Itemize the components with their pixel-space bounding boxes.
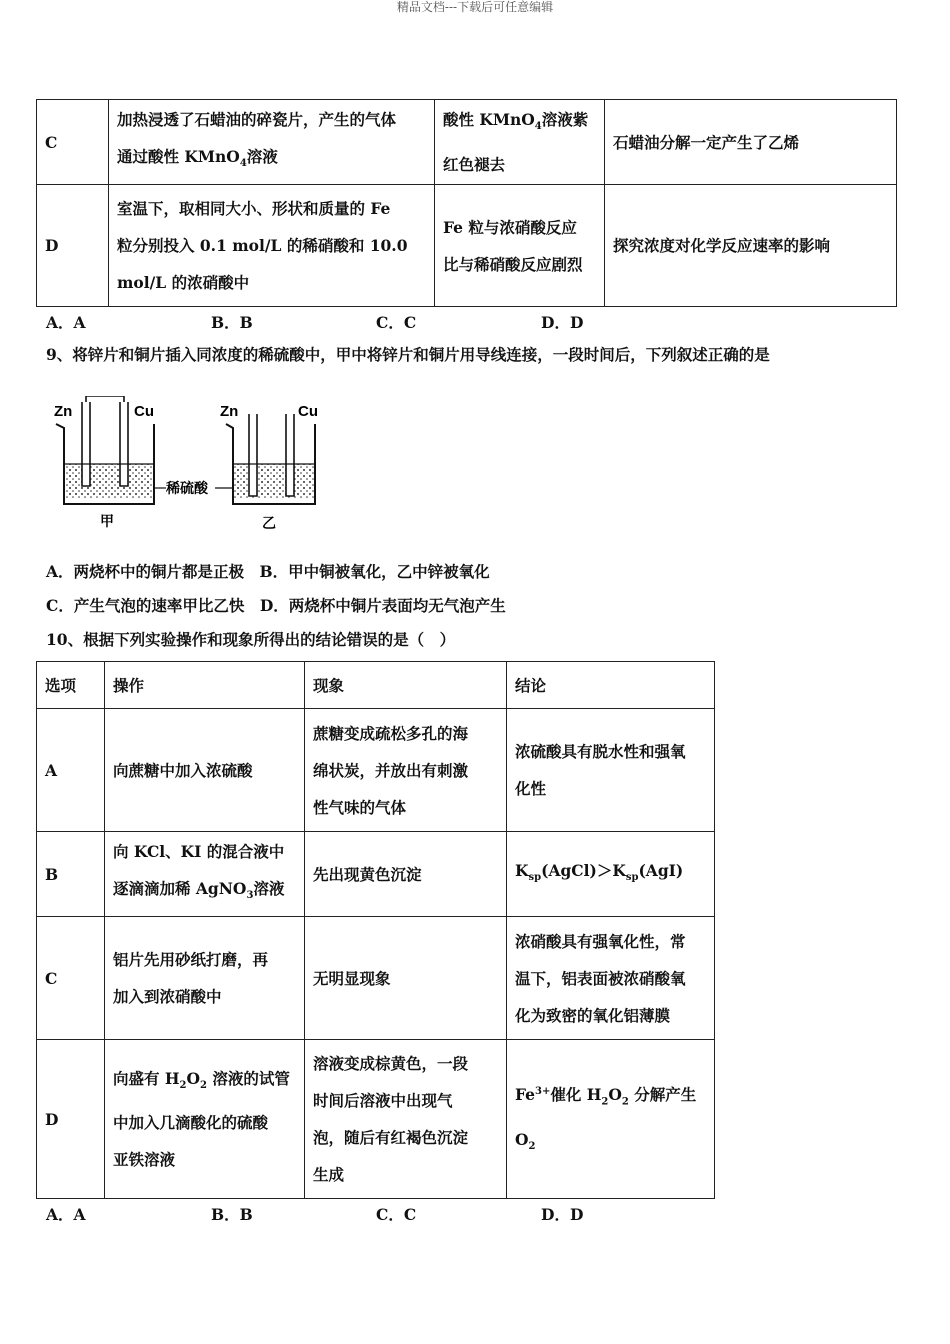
label-acid: 稀硫酸 — [166, 481, 208, 497]
conclusion-cell: 石蜡油分解一定产生了乙烯 — [605, 100, 897, 185]
table-row — [37, 1040, 715, 1199]
operation-cell: 向 KCl、KI 的混合液中 逐滴滴加稀 AgNO$_3$溶液 — [105, 832, 305, 917]
page-header: 精品文档---下载后可任意编辑 — [396, 0, 554, 14]
table-row — [37, 100, 897, 185]
conclusion-cell: $K_{sp}(AgCl)>K_{sp}(AgI)$ — [507, 832, 715, 917]
header-operation: 操作 — [105, 662, 305, 709]
table-q8 — [36, 99, 897, 307]
operation-cell: 向蔗糖中加入浓硫酸 — [105, 709, 305, 832]
header-option: 选项 — [37, 662, 105, 709]
label-zn-2: Zn — [220, 403, 239, 420]
option-c[interactable]: C．C — [376, 313, 417, 332]
option-cell: C — [37, 100, 109, 185]
phenomenon-cell: 酸性 KMnO$_4$溶液紫 红色褪去 — [435, 100, 605, 185]
phenomenon-cell: Fe 粒与浓硝酸反应 比与稀硝酸反应剧烈 — [435, 185, 605, 307]
beaker-yi — [226, 414, 315, 504]
conclusion-cell: 探究浓度对化学反应速率的影响 — [605, 185, 897, 307]
option-cell: D — [37, 185, 109, 307]
option-b[interactable]: B．B — [211, 313, 253, 332]
table-row — [37, 185, 897, 307]
table-q10 — [36, 661, 715, 1199]
phenomenon-cell: 蔗糖变成疏松多孔的海 绵状炭，并放出有刺激 性气味的气体 — [305, 709, 507, 832]
option-cell: A — [37, 709, 105, 832]
table-row — [37, 709, 715, 832]
option-cell: C — [37, 917, 105, 1040]
option-a[interactable]: A．A — [46, 1205, 86, 1224]
operation-cell: 向盛有 $H_2O_2$ 溶液的试管 中加入几滴酸化的硫酸 亚铁溶液 — [105, 1040, 305, 1199]
beaker-figure — [50, 396, 340, 536]
header-phenomenon: 现象 — [305, 662, 507, 709]
option-cell: B — [37, 832, 105, 917]
option-cell: D — [37, 1040, 105, 1199]
option-d[interactable]: D．D — [541, 1205, 584, 1224]
operation-cell: 加热浸透了石蜡油的碎瓷片，产生的气体 通过酸性 KMnO$_4$溶液 — [109, 100, 435, 185]
conclusion-cell: 浓硝酸具有强氧化性，常 温下，铝表面被浓硝酸氧 化为致密的氧化铝薄膜 — [507, 917, 715, 1040]
phenomenon-cell: 溶液变成棕黄色，一段 时间后溶液中出现气 泡，随后有红褐色沉淀 生成 — [305, 1040, 507, 1199]
answer-options-q8 — [46, 311, 706, 333]
q9-options-ab[interactable]: A．两烧杯中的铜片都是正极 B．甲中铜被氧化，乙中锌被氧化 — [46, 562, 490, 581]
table-header-row — [37, 662, 715, 709]
operation-cell: 室温下，取相同大小、形状和质量的 Fe 粒分别投入 0.1 mol/L 的稀硝酸和 10.0 mol/L 的浓硝酸中 — [109, 185, 435, 307]
phenomenon-cell: 无明显现象 — [305, 917, 507, 1040]
q9-options-cd[interactable]: C．产生气泡的速率甲比乙快 D．两烧杯中铜片表面均无气泡产生 — [46, 596, 506, 615]
phenomenon-cell: 先出现黄色沉淀 — [305, 832, 507, 917]
option-d[interactable]: D．D — [541, 313, 584, 332]
operation-cell: 铝片先用砂纸打磨，再 加入到浓硝酸中 — [105, 917, 305, 1040]
label-jia: 甲 — [100, 514, 114, 530]
option-b[interactable]: B．B — [211, 1205, 253, 1224]
question-9-stem: 9、将锌片和铜片插入同浓度的稀硫酸中，甲中将锌片和铜片用导线连接，一段时间后，下列叙述正确的是 — [46, 345, 770, 364]
header-conclusion: 结论 — [507, 662, 715, 709]
option-c[interactable]: C．C — [376, 1205, 417, 1224]
question-10-stem: 10、根据下列实验操作和现象所得出的结论错误的是（ ） — [46, 630, 456, 649]
table-row — [37, 832, 715, 917]
table-row — [37, 917, 715, 1040]
label-zn-1: Zn — [54, 403, 73, 420]
label-yi: 乙 — [262, 516, 276, 532]
conclusion-cell: 浓硫酸具有脱水性和强氧 化性 — [507, 709, 715, 832]
label-cu-1: Cu — [134, 403, 154, 420]
option-a[interactable]: A．A — [46, 313, 86, 332]
answer-options-q10 — [46, 1203, 706, 1225]
conclusion-cell: $Fe^{3+}$催化 $H_2O_2$ 分解产生 $O_2$ — [507, 1040, 715, 1199]
label-cu-2: Cu — [298, 403, 318, 420]
